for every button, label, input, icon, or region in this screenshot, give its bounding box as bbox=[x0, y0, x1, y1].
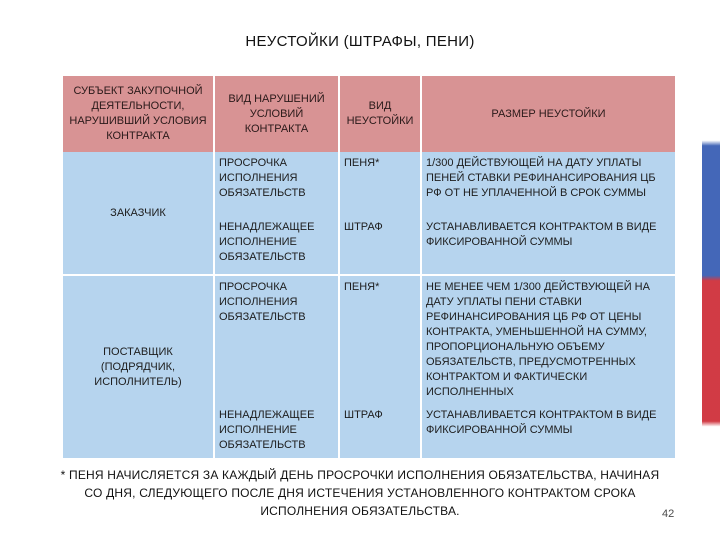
supplier-subject-text: ПОСТАВЩИК (ПОДРЯДЧИК, ИСПОЛНИТЕЛЬ) bbox=[94, 345, 182, 388]
supplier-row1-violation-text: ПРОСРОЧКА ИСПОЛНЕНИЯ ОБЯЗАТЕЛЬСТВ bbox=[219, 281, 306, 323]
customer-row2-penalty-type bbox=[340, 216, 420, 274]
header-violation-text: ВИД НАРУШЕНИЙ УСЛОВИЙ КОНТРАКТА bbox=[228, 92, 325, 135]
header-penalty-type bbox=[340, 76, 420, 152]
header-amount-text: РАЗМЕР НЕУСТОЙКИ bbox=[491, 107, 606, 120]
customer-subject bbox=[63, 152, 213, 274]
supplier-subject bbox=[63, 276, 213, 458]
supplier-row2-amount bbox=[422, 404, 675, 458]
penalties-table bbox=[63, 76, 675, 458]
footnote: * ПЕНЯ НАЧИСЛЯЕТСЯ ЗА КАЖДЫЙ ДЕНЬ ПРОСРОЧКИ ИСПОЛНЕНИЯ ОБЯЗАТЕЛЬСТВА, НАЧИНАЯ СО ДНЯ, СЛЕДУЮЩЕГО ПОСЛЕ ДНЯ ИСТЕЧЕНИЯ УСТАНОВЛЕННОГО КОНТРАКТОМ СРОКА ИСПОЛНЕНИЯ ОБЯЗАТЕЛЬСТВА. bbox=[60, 468, 660, 518]
customer-row1-amount-text: 1/300 ДЕЙСТВУЮЩЕЙ НА ДАТУ УПЛАТЫ ПЕНЕЙ СТАВКИ РЕФИНАНСИРОВАНИЯ ЦБ РФ ОТ НЕ УПЛАЧЕННОЙ В СРОК СУММЫ bbox=[426, 157, 656, 199]
slide-title: НЕУСТОЙКИ (ШТРАФЫ, ПЕНИ) bbox=[245, 33, 475, 50]
supplier-row2-violation bbox=[215, 404, 338, 458]
column-separator bbox=[213, 76, 215, 458]
header-penalty-type-text: ВИД НЕУСТОЙКИ bbox=[346, 100, 414, 127]
customer-row1-penalty-type bbox=[340, 152, 420, 216]
customer-row2-violation bbox=[215, 216, 338, 274]
supplier-row1-amount-text: НЕ МЕНЕЕ ЧЕМ 1/300 ДЕЙСТВУЮЩЕЙ НА ДАТУ УПЛАТЫ ПЕНИ СТАВКИ РЕФИНАНСИРОВАНИЯ ЦБ РФ ОТ ЦЕНЫ КОНТРАКТА, УМЕНЬШЕННОЙ НА СУММУ, ПРОПОРЦИОНАЛЬНУЮ ОБЪЕМУ ОБЯЗАТЕЛЬСТВ, ПРЕДУСМОТРЕННЫХ КОНТРАКТОМ И ФАКТИЧЕСКИ ИСПОЛНЕННЫХ bbox=[426, 281, 650, 398]
supplier-row2-violation-text: НЕНАДЛЕЖАЩЕЕ ИСПОЛНЕНИЕ ОБЯЗАТЕЛЬСТВ bbox=[219, 409, 315, 451]
header-amount bbox=[422, 76, 675, 152]
customer-row2-amount-text: УСТАНАВЛИВАЕТСЯ КОНТРАКТОМ В ВИДЕ ФИКСИРОВАННОЙ СУММЫ bbox=[426, 221, 657, 248]
page-number: 42 bbox=[662, 508, 675, 520]
customer-row1-penalty-type-text: ПЕНЯ* bbox=[344, 157, 380, 169]
supplier-row1-amount bbox=[422, 276, 675, 404]
customer-row1-violation bbox=[215, 152, 338, 216]
flag-fade bbox=[680, 140, 702, 430]
customer-row2-amount bbox=[422, 216, 675, 274]
customer-row1-amount bbox=[422, 152, 675, 216]
supplier-row1-penalty-type bbox=[340, 276, 420, 404]
header-subject bbox=[63, 76, 213, 152]
customer-subject-text: ЗАКАЗЧИК bbox=[110, 206, 166, 219]
column-separator bbox=[420, 76, 422, 458]
supplier-row2-amount-text: УСТАНАВЛИВАЕТСЯ КОНТРАКТОМ В ВИДЕ ФИКСИРОВАННОЙ СУММЫ bbox=[426, 409, 657, 436]
supplier-row1-penalty-type-text: ПЕНЯ* bbox=[344, 281, 380, 293]
supplier-row2-penalty-type-text: ШТРАФ bbox=[344, 409, 383, 421]
flag-decoration bbox=[702, 0, 720, 540]
customer-row2-violation-text: НЕНАДЛЕЖАЩЕЕ ИСПОЛНЕНИЕ ОБЯЗАТЕЛЬСТВ bbox=[219, 221, 315, 263]
customer-row2-penalty-type-text: ШТРАФ bbox=[344, 221, 383, 233]
column-separator bbox=[338, 76, 340, 458]
customer-row1-violation-text: ПРОСРОЧКА ИСПОЛНЕНИЯ ОБЯЗАТЕЛЬСТВ bbox=[219, 157, 306, 199]
supplier-row1-violation bbox=[215, 276, 338, 404]
supplier-row2-penalty-type bbox=[340, 404, 420, 458]
header-violation bbox=[215, 76, 338, 152]
header-subject-text: СУБЪЕКТ ЗАКУПОЧНОЙ ДЕЯТЕЛЬНОСТИ, НАРУШИВШИЙ УСЛОВИЯ КОНТРАКТА bbox=[69, 85, 207, 142]
row-separator bbox=[63, 274, 675, 276]
